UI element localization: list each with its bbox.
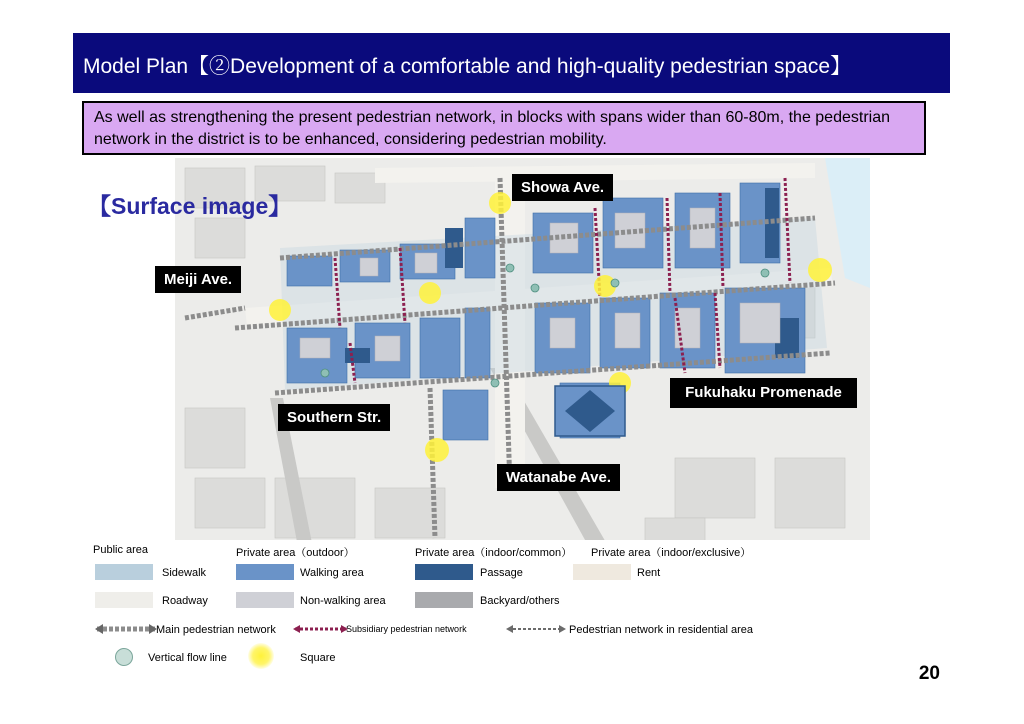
vertical-flow-icon [115, 648, 133, 666]
residential-network-line [506, 623, 566, 635]
square-icon [248, 643, 274, 669]
map-legend [88, 540, 878, 680]
legend-square: Square [300, 652, 336, 664]
legend-private-indoor-common: Private area（indoor/common） [415, 547, 573, 559]
legend-private-outdoor: Private area（outdoor） [236, 547, 355, 559]
legend-vertical-flow: Vertical flow line [148, 652, 227, 664]
legend-backyard: Backyard/others [480, 595, 560, 607]
title-bar [73, 33, 950, 93]
legend-residential-network: Pedestrian network in residential area [569, 624, 754, 636]
swatch-roadway [95, 592, 153, 608]
swatch-passage [415, 564, 473, 580]
swatch-rent [573, 564, 631, 580]
street-label-showa: Showa Ave. [512, 174, 613, 201]
swatch-non-walking-area [236, 592, 294, 608]
legend-main-network: Main pedestrian network [156, 624, 276, 636]
surface-image-label: 【Surface image】 [88, 193, 292, 219]
swatch-backyard [415, 592, 473, 608]
page-number: 20 [918, 663, 940, 684]
legend-non-walking-area: Non-walking area [300, 595, 386, 607]
street-label-southern: Southern Str. [278, 404, 390, 431]
page-title: Model Plan【②Development of a comfortable and high-quality pedestrian space】 [83, 55, 852, 78]
main-network-line [95, 623, 157, 635]
legend-rent: Rent [637, 567, 661, 579]
legend-subsidiary-network: Subsidiary pedestrian network [346, 624, 467, 634]
legend-sidewalk: Sidewalk [162, 567, 207, 579]
street-label-watanabe: Watanabe Ave. [497, 464, 620, 491]
legend-passage: Passage [480, 567, 523, 579]
legend-roadway: Roadway [162, 595, 208, 607]
swatch-walking-area [236, 564, 294, 580]
intro-text-box: As well as strengthening the present pedestrian network, in blocks with spans wider than 60-80m, the pedestrian network in the district is to be enhanced, considering pedestrian mobility. [82, 101, 926, 155]
subsidiary-network-line [293, 623, 348, 635]
street-label-fukuhaku: Fukuhaku Promenade [670, 378, 857, 408]
legend-public-area: Public area [93, 544, 149, 556]
legend-walking-area: Walking area [300, 567, 364, 579]
street-label-meiji: Meiji Ave. [155, 266, 241, 293]
swatch-sidewalk [95, 564, 153, 580]
legend-private-indoor-exclusive: Private area（indoor/exclusive） [591, 547, 752, 559]
